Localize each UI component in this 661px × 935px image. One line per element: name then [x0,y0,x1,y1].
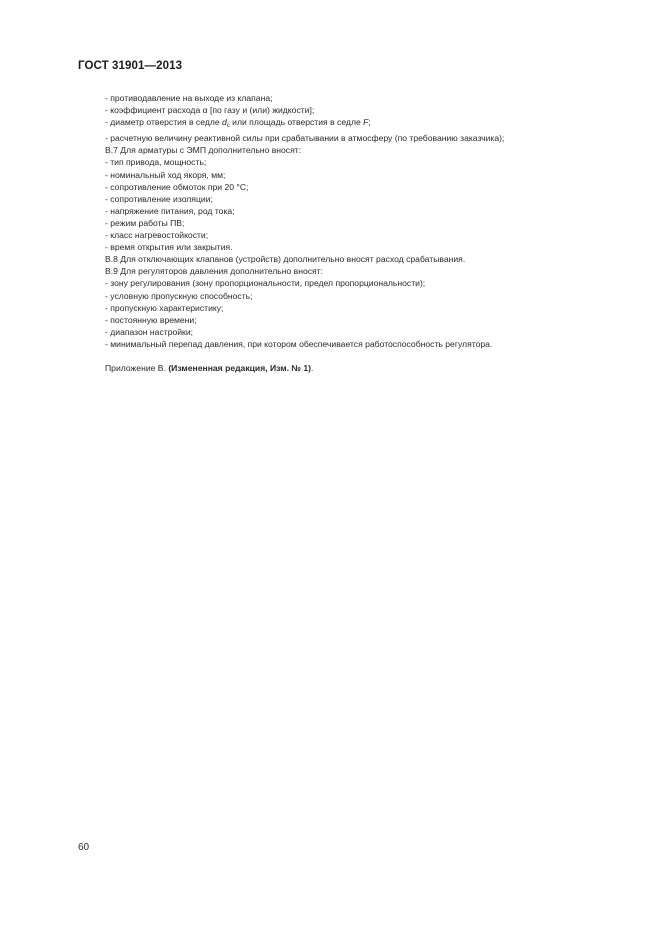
note-bold: (Измененная редакция, Изм. № 1) [168,362,311,373]
page-number: 60 [78,842,90,853]
text-line-diameter [105,116,625,132]
text-line: - режим работы ПВ; [105,217,185,228]
text-line: - сопротивление обмоток при 20 °С; [105,181,249,192]
text-line: - время открытия или закрытия. [105,242,233,253]
text-fragment: - диаметр отверстия в седле [105,117,223,128]
text-line: - постоянную времени; [105,314,197,325]
text-line: - противодавление на выходе из клапана; [105,93,273,103]
text-line: - коэффициент расхода α [по газу и (или) жидкости]; [105,105,315,116]
document-body [105,92,625,374]
text-line: - расчетную величину реактивной силы при срабатывании в атмосферу (по требованию заказчика); [105,133,505,144]
symbol-d: d [222,117,227,128]
appendix-note [105,362,625,374]
section-b8: В.8 Для отключающих клапанов (устройств) дополнительно вносят расход срабатывания. [105,254,466,265]
text-line: - напряжение питания, род тока; [105,205,235,216]
subscript-c: c [226,123,230,130]
text-line: - пропускную характеристику; [105,302,224,313]
text-line: - диапазон настройки; [105,326,194,337]
document-header: ГОСТ 31901—2013 [78,60,183,72]
text-line: - тип привода, мощность; [105,157,207,168]
text-fragment: или площадь отверстия в седле [229,117,364,128]
spacer [105,350,625,362]
text-line: - зону регулирования (зону пропорциональности, предел пропорциональности); [105,278,426,289]
text-line: - минимальный перепад давления, при котором обеспечивается работоспособность регулятора. [105,338,493,349]
text-line: - номинальный ход якоря, мм; [105,169,226,180]
text-fragment: ; [368,117,371,128]
text-line: - сопротивление изоляции; [105,193,213,204]
section-b7: В.7 Для арматуры с ЭМП дополнительно вносят: [105,145,302,156]
text-line: - класс нагревостойкости; [105,230,209,241]
note-prefix: Приложение В. [105,362,169,373]
symbol-f: F [363,117,369,128]
section-b9: В.9 Для регуляторов давления дополнительно вносят: [105,266,324,277]
text-line: - условную пропускную способность; [105,290,253,301]
note-end: . [310,362,314,373]
